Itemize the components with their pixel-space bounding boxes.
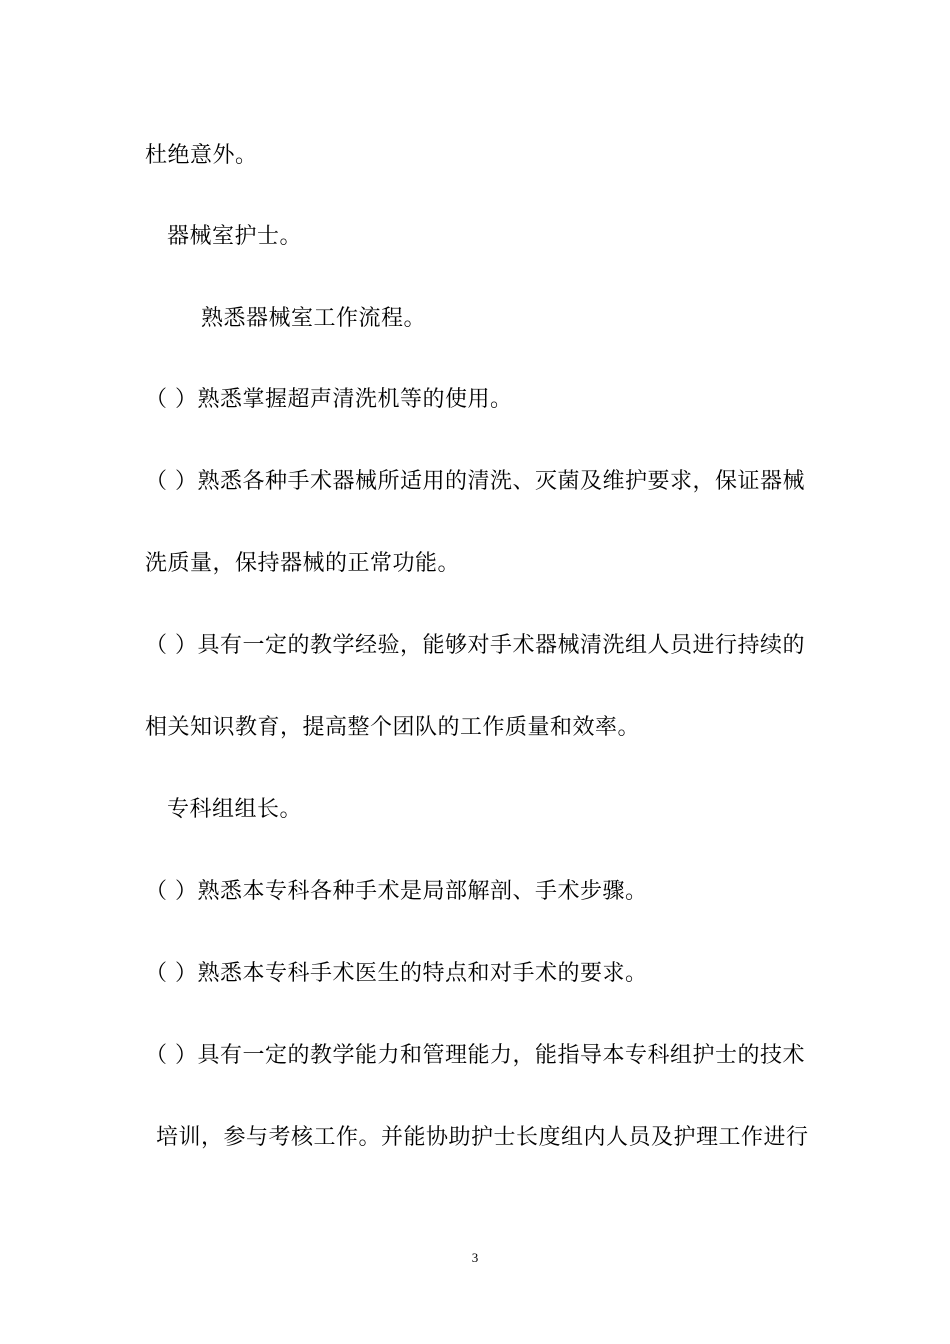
list-item: （ ）熟悉本专科各种手术是局部解剖、手术步骤。 (145, 879, 648, 904)
text-line: 相关知识教育，提高整个团队的工作质量和效率。 (145, 715, 641, 740)
section-heading: 器械室护士。 (167, 224, 303, 249)
text-line: 熟悉器械室工作流程。 (201, 306, 427, 331)
text-line: 培训，参与考核工作。并能协助护士长度组内人员及护理工作进行 (156, 1125, 809, 1150)
list-item: （ ）具有一定的教学经验，能够对手术器械清洗组人员进行持续的 (145, 633, 805, 658)
list-item: （ ）熟悉掌握超声清洗机等的使用。 (145, 387, 513, 412)
page-number: 3 (471, 1250, 479, 1265)
list-item: （ ）熟悉各种手术器械所适用的清洗、灭菌及维护要求，保证器械 (145, 469, 805, 494)
list-item: （ ）熟悉本专科手术医生的特点和对手术的要求。 (145, 961, 648, 986)
text-line: 洗质量，保持器械的正常功能。 (145, 551, 461, 576)
list-item: （ ）具有一定的教学能力和管理能力，能指导本专科组护士的技术 (145, 1043, 805, 1068)
section-heading: 专科组组长。 (167, 797, 303, 822)
text-line: 杜绝意外。 (145, 143, 258, 168)
